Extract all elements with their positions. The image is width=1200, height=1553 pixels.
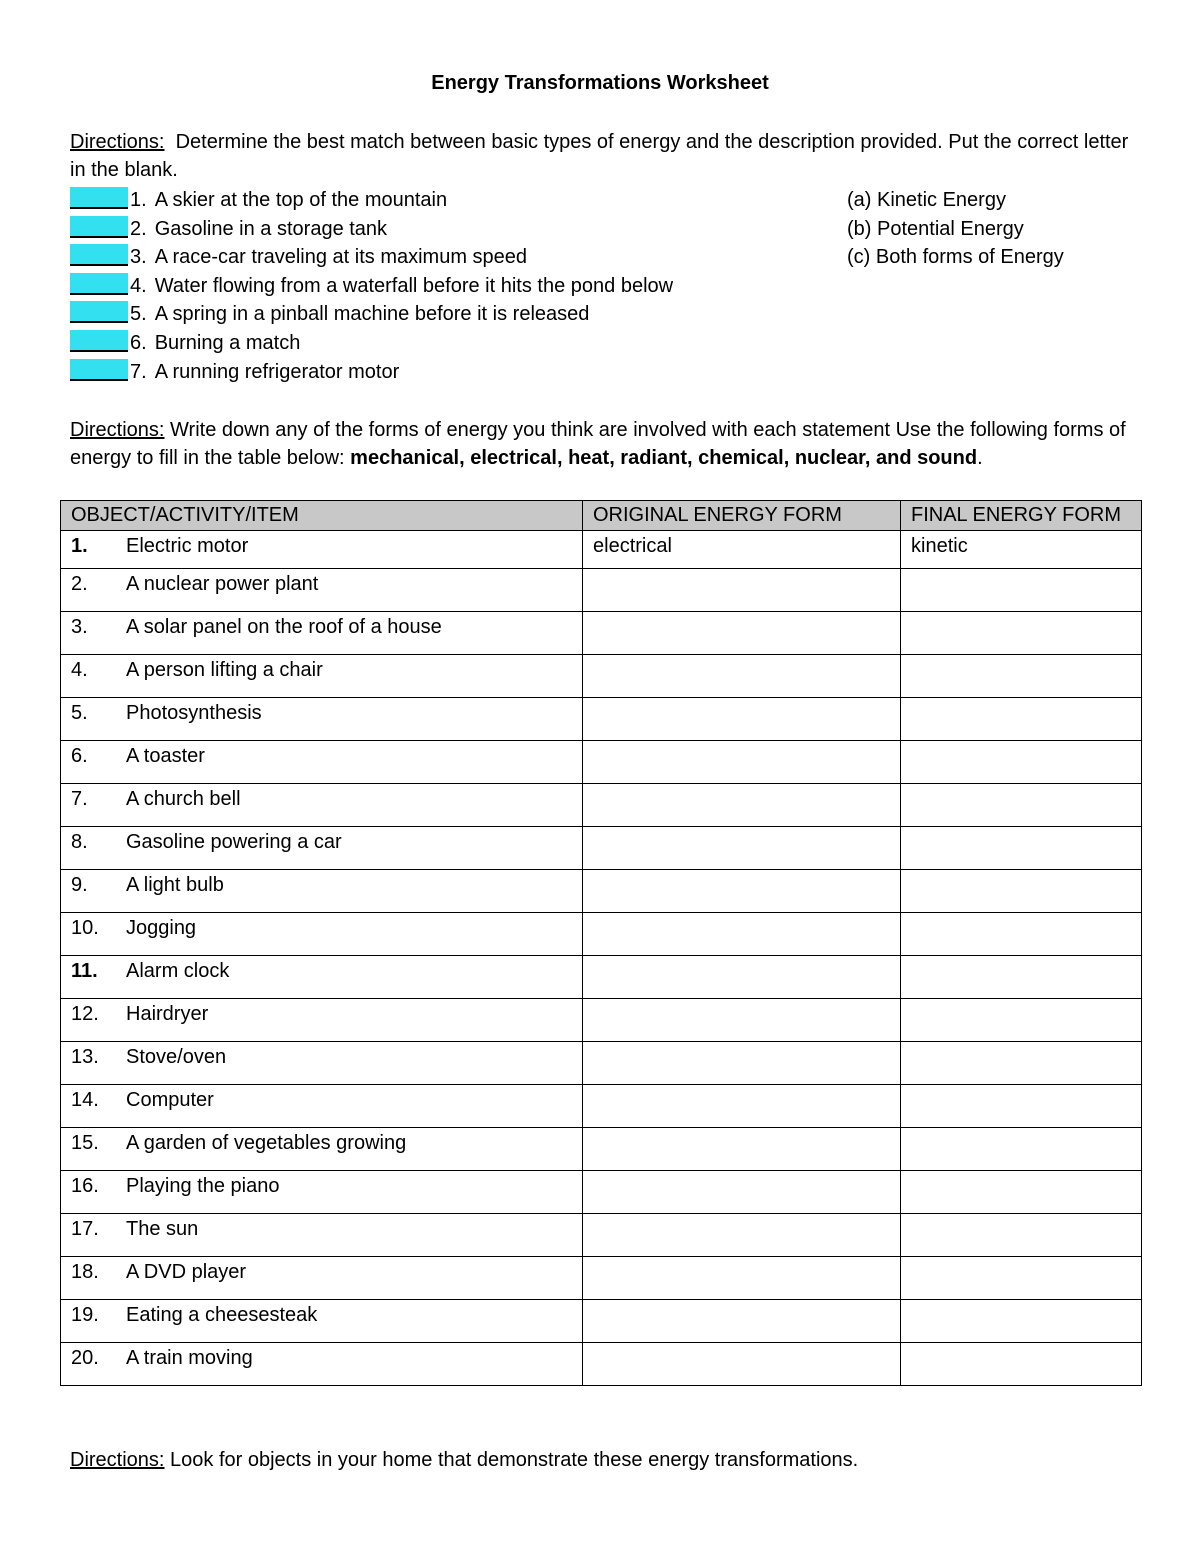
row-number: 19.: [71, 1304, 99, 1326]
cell-item: [61, 655, 583, 698]
cell-original[interactable]: [583, 827, 901, 870]
header-object: OBJECT/ACTIVITY/ITEM: [61, 501, 583, 531]
cell-item: [61, 569, 583, 612]
row-number: 8.: [71, 831, 88, 853]
item-label: A church bell: [126, 788, 241, 810]
row-number: 14.: [71, 1089, 99, 1111]
cell-final[interactable]: [901, 999, 1142, 1042]
table-row: [61, 531, 1142, 569]
cell-item: [61, 956, 583, 999]
item-text: Water flowing from a waterfall before it hits the pond below: [154, 274, 674, 297]
table-row: [61, 1171, 1142, 1214]
table-row: [61, 655, 1142, 698]
cell-original[interactable]: [583, 956, 901, 999]
row-number: 3.: [71, 616, 88, 638]
answer-blank[interactable]: [70, 301, 128, 323]
directions-label: Directions:: [70, 1449, 165, 1471]
cell-original[interactable]: [583, 698, 901, 741]
cell-original[interactable]: [583, 741, 901, 784]
option-item: (b) Potential Energy: [847, 217, 1024, 240]
directions-label: Directions:: [70, 131, 165, 153]
cell-item: [61, 531, 583, 569]
table-row: [61, 741, 1142, 784]
answer-blank[interactable]: [70, 359, 128, 381]
cell-original[interactable]: [583, 870, 901, 913]
table-row: [61, 1042, 1142, 1085]
item-number: 2.: [130, 217, 147, 240]
cell-final[interactable]: [901, 956, 1142, 999]
list-item: [70, 358, 1140, 387]
cell-item: [61, 999, 583, 1042]
cell-final[interactable]: [901, 1300, 1142, 1343]
cell-original[interactable]: [583, 1128, 901, 1171]
directions-matching: [70, 128, 1140, 184]
item-label: A toaster: [126, 745, 205, 767]
cell-item: [61, 741, 583, 784]
item-number: 1.: [130, 189, 147, 211]
directions-end: .: [977, 447, 983, 469]
item-label: A person lifting a chair: [126, 659, 323, 681]
table-row: [61, 1214, 1142, 1257]
item-number: 7.: [130, 360, 147, 383]
cell-item: [61, 698, 583, 741]
cell-item: [61, 1343, 583, 1386]
option-item: (c) Both forms of Energy: [847, 246, 1064, 269]
cell-item: [61, 827, 583, 870]
cell-item: [61, 1214, 583, 1257]
matching-options: [847, 186, 1064, 272]
cell-original[interactable]: [583, 784, 901, 827]
cell-original[interactable]: electrical: [583, 531, 901, 569]
row-number: 10.: [71, 917, 99, 939]
item-label: Playing the piano: [126, 1175, 280, 1197]
table-header-row: [61, 501, 1142, 531]
cell-final[interactable]: [901, 1128, 1142, 1171]
directions-text: Look for objects in your home that demonstrate these energy transformations.: [164, 1449, 859, 1471]
cell-item: [61, 1128, 583, 1171]
table-row: [61, 1257, 1142, 1300]
cell-final[interactable]: [901, 612, 1142, 655]
row-number: 18.: [71, 1261, 99, 1283]
directions-table: [70, 416, 1140, 472]
item-label: Eating a cheesesteak: [126, 1304, 318, 1326]
cell-final[interactable]: [901, 1343, 1142, 1386]
table-row: [61, 1085, 1142, 1128]
header-original: ORIGINAL ENERGY FORM: [583, 501, 901, 531]
cell-item: [61, 1042, 583, 1085]
list-item: [70, 329, 1140, 358]
cell-final[interactable]: [901, 913, 1142, 956]
cell-final[interactable]: [901, 569, 1142, 612]
cell-original[interactable]: [583, 999, 901, 1042]
directions-label: Directions:: [70, 419, 165, 441]
list-item: [70, 300, 1140, 329]
row-number: 5.: [71, 702, 88, 724]
item-label: Computer: [126, 1089, 214, 1111]
item-number: 4.: [130, 274, 147, 297]
item-label: The sun: [126, 1218, 199, 1240]
row-number: 2.: [71, 573, 88, 595]
row-number: 15.: [71, 1132, 99, 1154]
item-text: A spring in a pinball machine before it is released: [154, 303, 590, 326]
table-row: [61, 827, 1142, 870]
cell-final[interactable]: [901, 1257, 1142, 1300]
cell-final[interactable]: [901, 1085, 1142, 1128]
cell-original[interactable]: [583, 1214, 901, 1257]
row-number: 20.: [71, 1347, 99, 1369]
item-label: Electric motor: [126, 535, 249, 557]
cell-final[interactable]: [901, 1214, 1142, 1257]
cell-item: [61, 1171, 583, 1214]
cell-original[interactable]: [583, 1257, 901, 1300]
list-item: [70, 272, 1140, 301]
row-number: 16.: [71, 1175, 99, 1197]
row-number: 1.: [71, 535, 88, 557]
answer-blank[interactable]: [70, 187, 128, 209]
item-number: 6.: [130, 331, 147, 354]
table-row: [61, 1128, 1142, 1171]
row-number: 6.: [71, 745, 88, 767]
energy-table: [60, 500, 1142, 1386]
cell-original[interactable]: [583, 1085, 901, 1128]
cell-final[interactable]: [901, 870, 1142, 913]
item-label: Alarm clock: [126, 960, 230, 982]
cell-final[interactable]: [901, 1042, 1142, 1085]
cell-original[interactable]: [583, 612, 901, 655]
cell-original[interactable]: [583, 1343, 901, 1386]
cell-original[interactable]: [583, 913, 901, 956]
directions-text: Determine the best match between basic types of energy and the description provided. Put the correct letter in the blank.: [70, 131, 1134, 181]
cell-final[interactable]: [901, 698, 1142, 741]
option-item: (a) Kinetic Energy: [847, 189, 1006, 211]
item-text: A race-car traveling at its maximum speed: [154, 246, 528, 269]
table-row: [61, 784, 1142, 827]
table-row: [61, 1300, 1142, 1343]
cell-original[interactable]: [583, 1300, 901, 1343]
row-number: 7.: [71, 788, 88, 810]
item-label: Jogging: [126, 917, 197, 939]
row-number: 11.: [71, 960, 98, 982]
cell-original[interactable]: [583, 655, 901, 698]
table-row: [61, 569, 1142, 612]
table-row: [61, 956, 1142, 999]
row-number: 12.: [71, 1003, 99, 1025]
item-text: A skier at the top of the mountain: [154, 189, 448, 211]
item-text: Gasoline in a storage tank: [154, 217, 388, 240]
directions-home: [70, 1446, 1140, 1474]
row-number: 13.: [71, 1046, 99, 1068]
item-label: A DVD player: [126, 1261, 247, 1283]
item-text: Burning a match: [154, 331, 301, 354]
page-title: Energy Transformations Worksheet: [431, 72, 769, 94]
answer-blank[interactable]: [70, 330, 128, 352]
cell-item: [61, 784, 583, 827]
table-row: [61, 999, 1142, 1042]
cell-item: [61, 870, 583, 913]
item-label: A nuclear power plant: [126, 573, 319, 595]
item-label: Stove/oven: [126, 1046, 227, 1068]
item-label: Gasoline powering a car: [126, 831, 342, 853]
item-label: A light bulb: [126, 874, 224, 896]
item-text: A running refrigerator motor: [154, 360, 400, 383]
directions-text: Write down any of the forms of energy you think are involved with each statement Use the following forms of energy to fill in the table below:: [70, 419, 1132, 469]
cell-item: [61, 1300, 583, 1343]
table-row: [61, 698, 1142, 741]
table-row: [61, 913, 1142, 956]
item-label: A train moving: [126, 1347, 253, 1369]
answer-blank[interactable]: [70, 273, 128, 295]
answer-blank[interactable]: [70, 216, 128, 238]
row-number: 17.: [71, 1218, 99, 1240]
item-number: 5.: [130, 303, 147, 326]
energy-forms-list: mechanical, electrical, heat, radiant, chemical, nuclear, and sound: [350, 447, 978, 469]
cell-final[interactable]: [901, 741, 1142, 784]
cell-original[interactable]: [583, 1042, 901, 1085]
header-final: FINAL ENERGY FORM: [901, 501, 1142, 531]
cell-final[interactable]: [901, 784, 1142, 827]
item-label: Photosynthesis: [126, 702, 262, 724]
item-label: Hairdryer: [126, 1003, 209, 1025]
cell-item: [61, 1085, 583, 1128]
item-label: A solar panel on the roof of a house: [126, 616, 442, 638]
table-row: [61, 612, 1142, 655]
answer-blank[interactable]: [70, 244, 128, 266]
cell-item: [61, 913, 583, 956]
cell-item: [61, 612, 583, 655]
item-number: 3.: [130, 246, 147, 269]
row-number: 9.: [71, 874, 88, 896]
cell-final[interactable]: kinetic: [901, 531, 1142, 569]
cell-final[interactable]: [901, 827, 1142, 870]
cell-final[interactable]: [901, 655, 1142, 698]
row-number: 4.: [71, 659, 88, 681]
table-row: [61, 1343, 1142, 1386]
cell-final[interactable]: [901, 1171, 1142, 1214]
cell-original[interactable]: [583, 569, 901, 612]
cell-item: [61, 1257, 583, 1300]
table-row: [61, 870, 1142, 913]
cell-original[interactable]: [583, 1171, 901, 1214]
item-label: A garden of vegetables growing: [126, 1132, 407, 1154]
